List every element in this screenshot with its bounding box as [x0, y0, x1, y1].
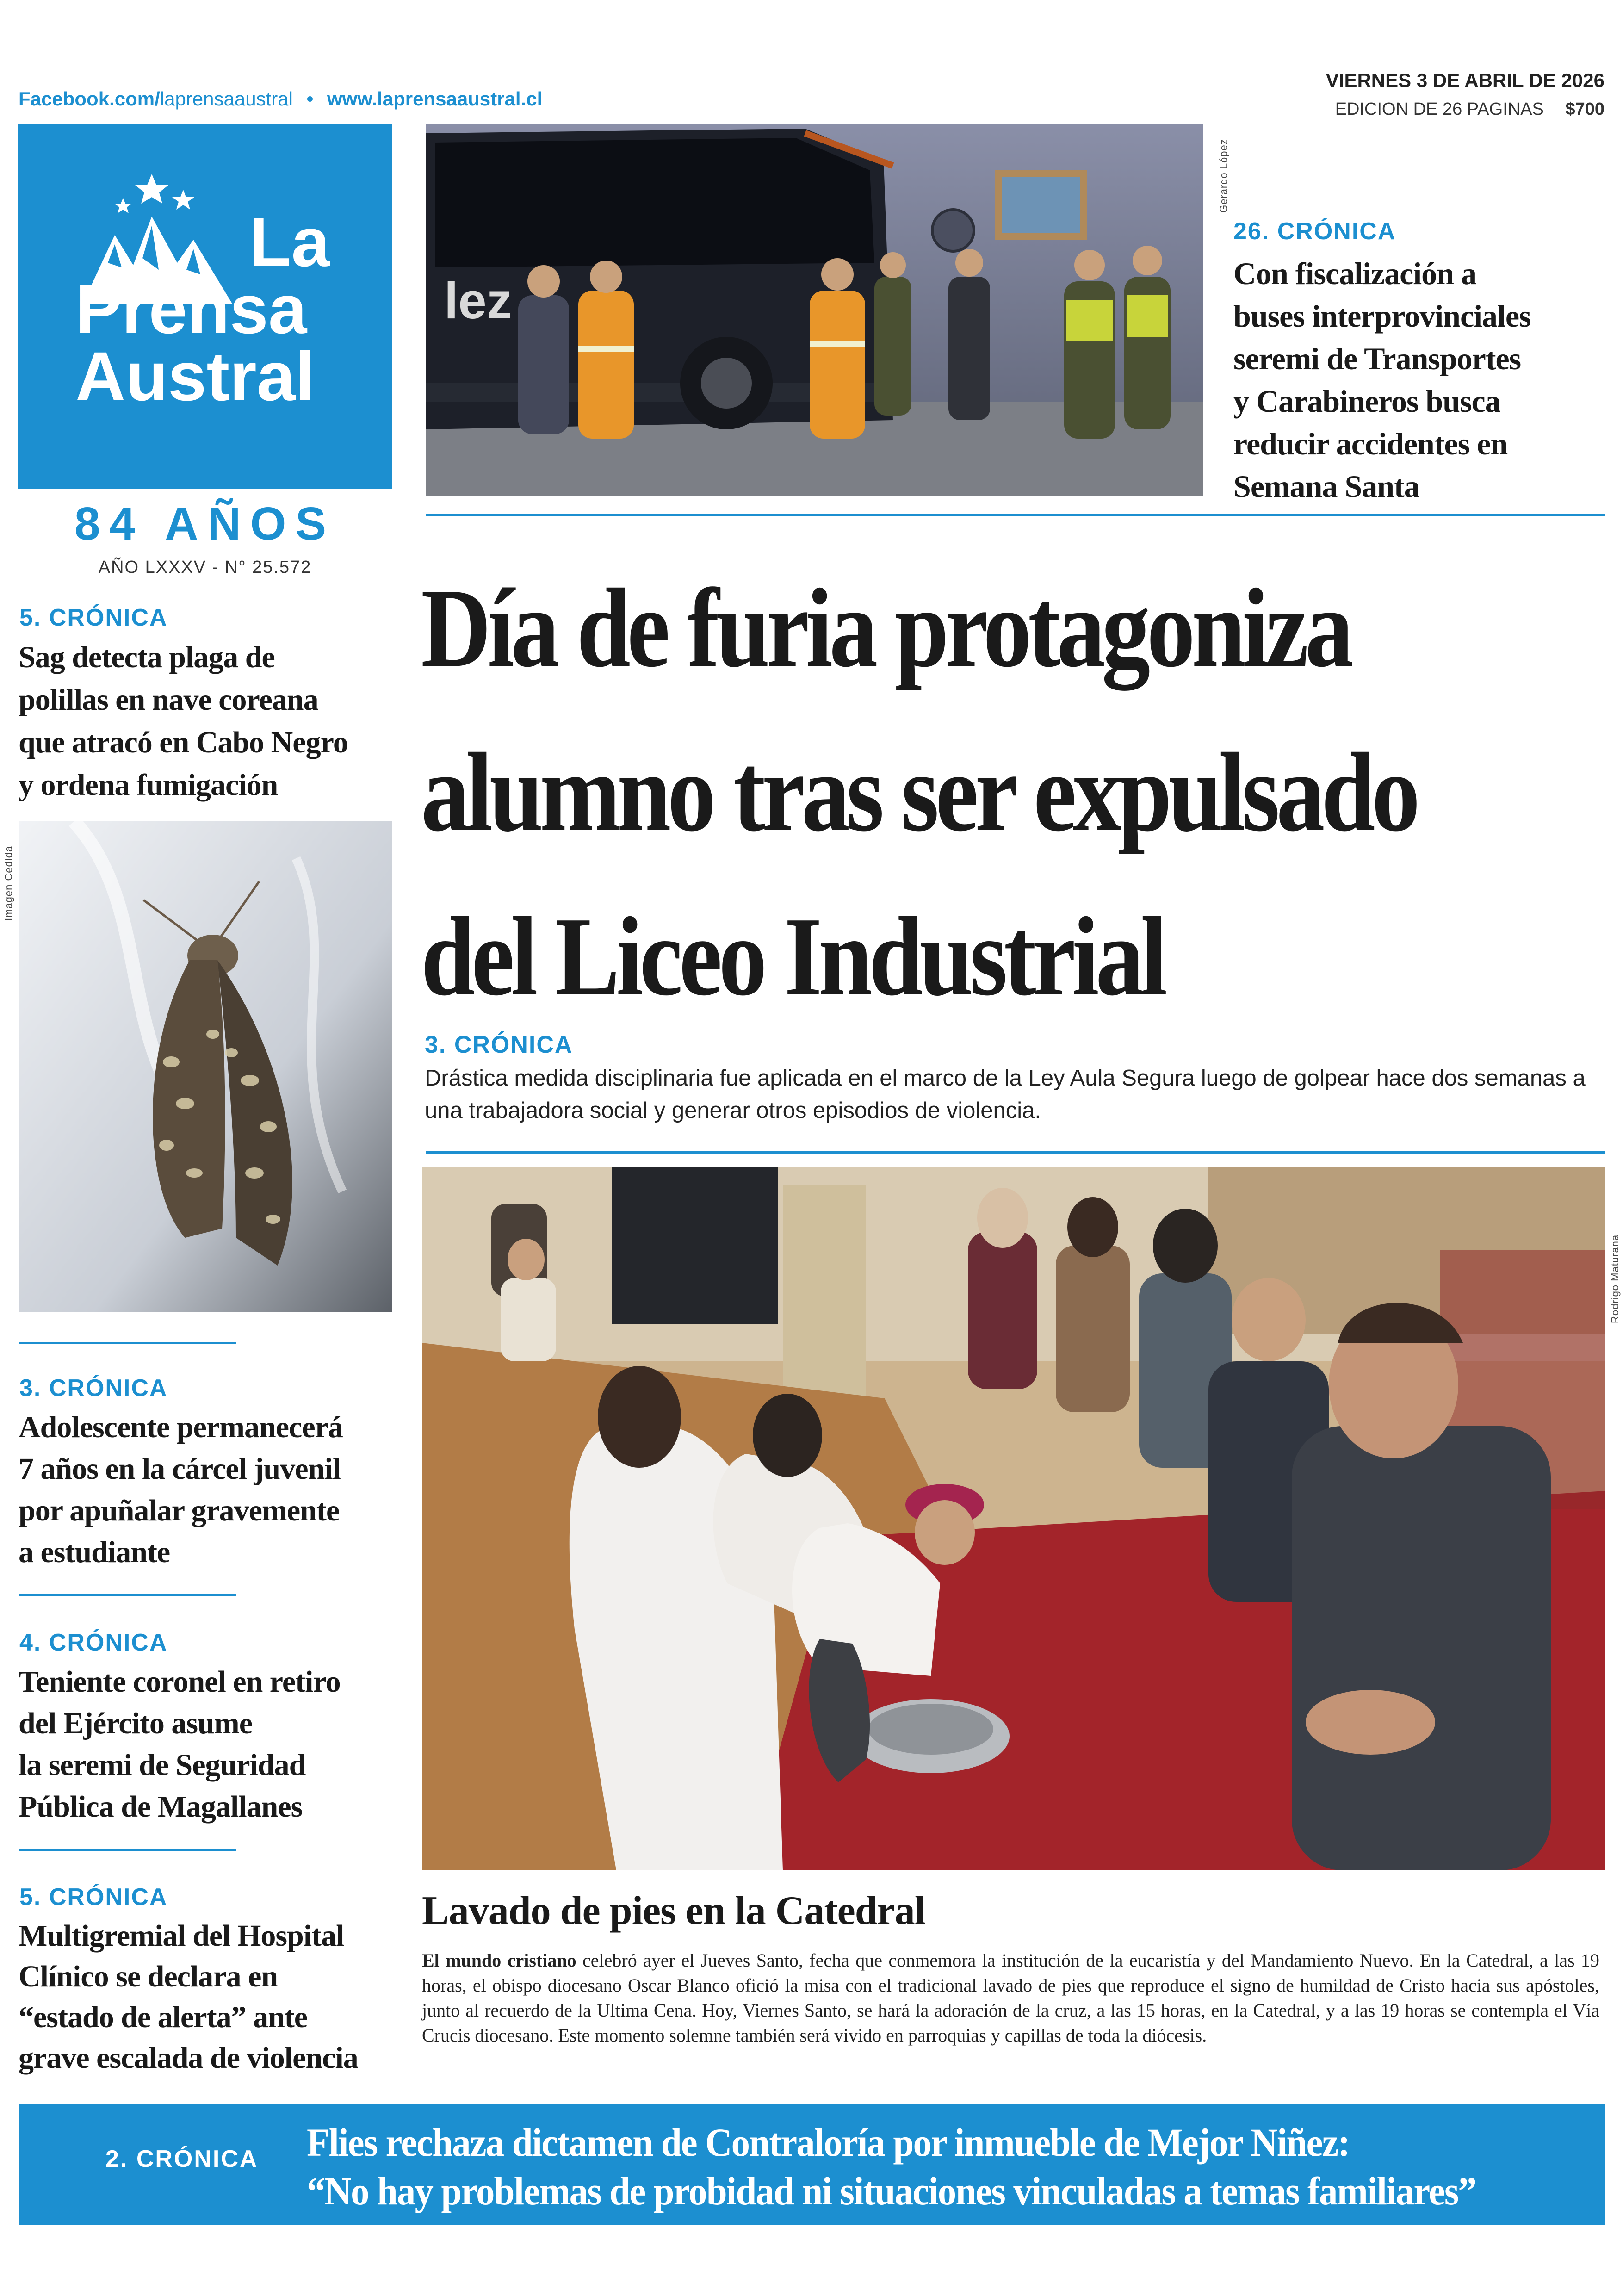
lead-headline[interactable] — [421, 546, 1443, 1039]
edition-pages: EDICION DE 26 PAGINAS — [1335, 99, 1544, 119]
left-story1-line: y ordena fumigación — [19, 768, 278, 802]
facebook-link-handle[interactable]: laprensaaustral — [160, 88, 293, 110]
top-story-headline-line: Con fiscalización a — [1233, 256, 1476, 291]
issue-date: VIERNES 3 DE ABRIL DE 2026 — [1326, 69, 1604, 91]
mid-divider — [426, 1151, 1605, 1154]
foot-washing-photo-credit: Rodrigo Maturana — [1609, 1234, 1621, 1323]
top-story-headline[interactable] — [1233, 252, 1613, 508]
social-links — [19, 88, 542, 110]
photo-story-text: celebró ayer el Jueves Santo, fecha que conmemora la institución de la eucaristía y del Mandamiento Nuevo. En la Catedral, a las 19 horas, el obispo diocesano Oscar Blanco ofició la misa con el tradicional lavado de pies que reproduce el signo de humildad de Cristo hacia sus apóstoles, junto al recuerdo de la Ultima Cena. Hoy, Viernes Santo, se hará la adoración de la cruz, a las 15 horas, en la Catedral, y a las 19 horas se contempla el Vía Crucis diocesano. Este momento solemne también será vivido en parroquias y capillas de toda la diócesis. — [422, 1950, 1599, 2046]
left-story1-line: Sag detecta plaga de — [19, 640, 275, 674]
banner-headline — [307, 2118, 1520, 2215]
top-story-headline-line: reducir accidentes en — [1233, 426, 1508, 461]
banner-line-2: “No hay problemas de probidad ni situaciones vinculadas a temas familiares” — [307, 2169, 1476, 2213]
top-story-section[interactable]: 26. CRÓNICA — [1233, 218, 1396, 245]
left-divider-1 — [19, 1342, 236, 1344]
lead-headline-line: Día de furia protagoniza — [421, 565, 1350, 690]
left-story1-section[interactable]: 5. CRÓNICA — [19, 604, 168, 631]
left-story2-line: Adolescente permanecerá — [19, 1410, 343, 1444]
issue-number: AÑO LXXXV - N° 25.572 — [98, 558, 312, 577]
separator-bullet: • — [306, 88, 314, 110]
bottom-banner[interactable] — [19, 2104, 1605, 2225]
left-divider-3 — [19, 1849, 236, 1851]
foot-washing-illustration — [422, 1167, 1605, 1870]
website-link[interactable]: www.laprensaaustral.cl — [327, 88, 543, 110]
left-story2-line: 7 años en la cárcel juvenil — [19, 1452, 341, 1486]
masthead-line-3: Austral — [75, 337, 315, 415]
price: $700 — [1565, 99, 1604, 119]
left-story3-headline[interactable] — [19, 1661, 393, 1828]
bus-photo-credit: Gerardo López — [1218, 139, 1229, 213]
bus-inspection-illustration — [426, 124, 1203, 496]
lead-headline-line: del Liceo Industrial — [421, 894, 1164, 1019]
left-story3-line: la seremi de Seguridad — [19, 1748, 306, 1782]
left-story4-line: Clínico se declara en — [19, 1960, 278, 1993]
moth-photo-credit: Imagen Cedida — [3, 845, 14, 921]
foot-washing-photo — [422, 1167, 1605, 1870]
left-story4-line: Multigremial del Hospital — [19, 1919, 344, 1953]
left-story3-line: Teniente coronel en retiro — [19, 1665, 341, 1699]
top-story-headline-line: Semana Santa — [1233, 469, 1419, 504]
edition-info — [1335, 99, 1604, 119]
photo-story-headline[interactable]: Lavado de pies en la Catedral — [422, 1888, 926, 1933]
left-story3-line: Pública de Magallanes — [19, 1790, 303, 1824]
left-story3-line: del Ejército asume — [19, 1706, 253, 1740]
left-story2-line: a estudiante — [19, 1535, 170, 1569]
photo-story-body — [422, 1948, 1599, 2048]
left-story4-headline[interactable] — [19, 1916, 403, 2079]
bus-lettering: lez — [444, 273, 512, 329]
left-story3-section[interactable]: 4. CRÓNICA — [19, 1629, 168, 1656]
facebook-link-prefix[interactable]: Facebook.com/ — [19, 88, 160, 110]
anniversary-label: 84 AÑOS — [74, 498, 336, 550]
top-story-headline-line: y Carabineros busca — [1233, 384, 1500, 419]
top-divider — [426, 514, 1605, 516]
lead-story-deck: Drástica medida disciplinaria fue aplicada en el marco de la Ley Aula Segura luego de golpear hace dos semanas a una trabajadora social y generar otros episodios de violencia. — [425, 1066, 1586, 1123]
banner-line-1: Flies rechaza dictamen de Contraloría por inmueble de Mejor Niñez: — [307, 2120, 1350, 2165]
left-story1-line: polillas en nave coreana — [19, 683, 318, 717]
moth-illustration — [19, 821, 392, 1312]
masthead-logo — [18, 124, 392, 489]
masthead-line-2: Prensa — [75, 270, 307, 348]
left-story2-section[interactable]: 3. CRÓNICA — [19, 1375, 168, 1402]
left-story4-line: “estado de alerta” ante — [19, 2000, 308, 2034]
lead-headline-line: alumno tras ser expulsado — [421, 730, 1417, 855]
left-story1-headline[interactable] — [19, 636, 393, 807]
banner-section: 2. CRÓNICA — [105, 2146, 259, 2172]
left-story2-headline[interactable] — [19, 1407, 393, 1573]
bus-inspection-photo — [426, 124, 1203, 496]
moth-photo — [19, 821, 392, 1312]
left-story2-line: por apuñalar gravemente — [19, 1494, 340, 1527]
masthead-line-1: La — [249, 203, 330, 281]
left-story4-section[interactable]: 5. CRÓNICA — [19, 1884, 168, 1911]
left-story4-line: grave escalada de violencia — [19, 2041, 358, 2075]
photo-story-lead: El mundo cristiano — [422, 1950, 576, 1971]
top-story-headline-line: buses interprovinciales — [1233, 298, 1531, 334]
lead-story-section[interactable]: 3. CRÓNICA — [425, 1031, 573, 1058]
left-story1-line: que atracó en Cabo Negro — [19, 726, 348, 759]
masthead-title — [18, 124, 392, 489]
left-divider-2 — [19, 1594, 236, 1596]
top-story-headline-line: seremi de Transportes — [1233, 341, 1521, 376]
